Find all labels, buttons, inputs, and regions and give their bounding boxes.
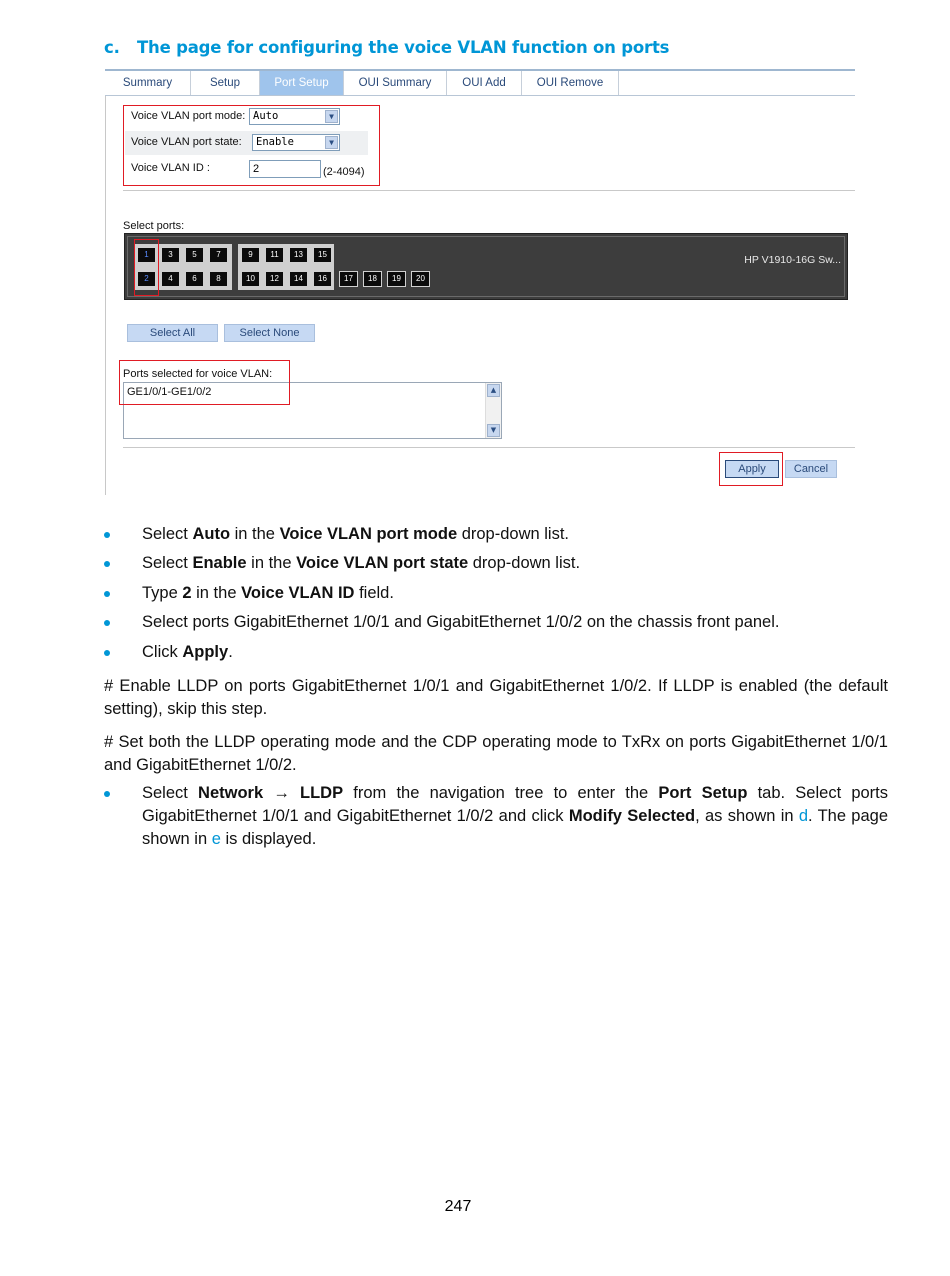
port-8[interactable]: 8: [209, 271, 228, 287]
scroll-up-icon[interactable]: ▲: [487, 384, 500, 397]
ports-selected-label: Ports selected for voice VLAN:: [123, 368, 273, 380]
bullet-icon: [104, 620, 110, 626]
bullet-icon: [104, 532, 110, 538]
figure-link-e[interactable]: e: [211, 830, 221, 848]
figure-caption: [104, 38, 669, 57]
ports-selected-value: GE1/0/1-GE1/0/2: [127, 386, 212, 398]
chassis-front-panel: [124, 233, 848, 300]
tab-port-setup[interactable]: Port Setup: [260, 71, 344, 95]
port-3[interactable]: 3: [161, 247, 180, 263]
port-19[interactable]: 19: [387, 271, 406, 287]
bullet-icon: [104, 591, 110, 597]
port-7[interactable]: 7: [209, 247, 228, 263]
port-9[interactable]: 9: [241, 247, 260, 263]
highlight-box: [134, 239, 159, 296]
port-10[interactable]: 10: [241, 271, 260, 287]
port-13[interactable]: 13: [289, 247, 308, 263]
vlan-id-range: (2-4094): [323, 166, 365, 178]
tab-bar: [105, 69, 855, 96]
list-item: Click Apply.: [104, 641, 888, 664]
port-15[interactable]: 15: [313, 247, 332, 263]
tab-setup[interactable]: Setup: [191, 71, 260, 95]
frame-line: [105, 69, 106, 495]
voice-vlan-port-setup-screenshot: [105, 69, 855, 495]
paragraph: # Enable LLDP on ports GigabitEthernet 1/0/1 and GigabitEthernet 1/0/2. If LLDP is enabled (the default setting), skip this step.: [104, 677, 888, 718]
caption-letter: c.: [104, 38, 120, 57]
list-item: Select Auto in the Voice VLAN port mode drop-down list.: [104, 523, 888, 546]
select-ports-label: Select ports:: [123, 220, 185, 232]
highlight-box: [119, 360, 290, 405]
bullet-icon: [104, 791, 110, 797]
list-item: Select Network → LLDP from the navigation tree to enter the Port Setup tab. Select ports GigabitEthernet 1/0/1 and GigabitEthernet 1/0/2 and click Modify Selected, as shown in d. The page shown in e is displayed.: [104, 782, 888, 852]
port-2[interactable]: 2: [137, 271, 156, 287]
bullet-icon: [104, 650, 110, 656]
port-20[interactable]: 20: [411, 271, 430, 287]
port-6[interactable]: 6: [185, 271, 204, 287]
vlan-id-input[interactable]: 2: [249, 160, 321, 178]
tab-summary[interactable]: Summary: [105, 71, 191, 95]
select-none-button[interactable]: Select None: [224, 324, 315, 342]
port-4[interactable]: 4: [161, 271, 180, 287]
select-all-button[interactable]: Select All: [127, 324, 218, 342]
port-11[interactable]: 11: [265, 247, 284, 263]
paragraph: # Set both the LLDP operating mode and the CDP operating mode to TxRx on ports GigabitEthernet 1/0/1 and GigabitEthernet 1/0/2.: [104, 733, 888, 774]
port-state-value: Enable: [256, 136, 294, 148]
apply-button[interactable]: Apply: [725, 460, 779, 478]
port-12[interactable]: 12: [265, 271, 284, 287]
port-state-label: Voice VLAN port state:: [131, 136, 242, 148]
port-mode-value: Auto: [253, 110, 279, 122]
tab-oui-summary[interactable]: OUI Summary: [344, 71, 447, 95]
divider: [123, 447, 855, 448]
highlight-box: [719, 452, 783, 486]
port-14[interactable]: 14: [289, 271, 308, 287]
port-mode-label: Voice VLAN port mode:: [131, 110, 246, 122]
scroll-down-icon[interactable]: ▼: [487, 424, 500, 437]
scrollbar[interactable]: [485, 383, 501, 438]
cancel-button[interactable]: Cancel: [785, 460, 837, 478]
port-16[interactable]: 16: [313, 271, 332, 287]
port-5[interactable]: 5: [185, 247, 204, 263]
list-item: Type 2 in the Voice VLAN ID field.: [104, 582, 888, 605]
list-item: Select Enable in the Voice VLAN port state drop-down list.: [104, 552, 888, 575]
figure-link-d[interactable]: d: [798, 807, 809, 825]
page-number: 247: [444, 1198, 472, 1215]
chevron-down-icon[interactable]: ▼: [325, 110, 338, 123]
chevron-down-icon[interactable]: ▼: [325, 136, 338, 149]
list-item: Select ports GigabitEthernet 1/0/1 and GigabitEthernet 1/0/2 on the chassis front panel.: [104, 611, 888, 634]
bullet-icon: [104, 561, 110, 567]
tab-oui-remove[interactable]: OUI Remove: [522, 71, 619, 95]
vlan-id-label: Voice VLAN ID :: [131, 162, 210, 174]
tab-oui-add[interactable]: OUI Add: [447, 71, 522, 95]
port-1[interactable]: 1: [137, 247, 156, 263]
highlight-box: [123, 105, 380, 186]
device-model: HP V1910-16G Sw...: [744, 254, 841, 266]
port-17[interactable]: 17: [339, 271, 358, 287]
caption-title: The page for configuring the voice VLAN function on ports: [137, 38, 670, 57]
divider: [123, 190, 855, 191]
port-18[interactable]: 18: [363, 271, 382, 287]
